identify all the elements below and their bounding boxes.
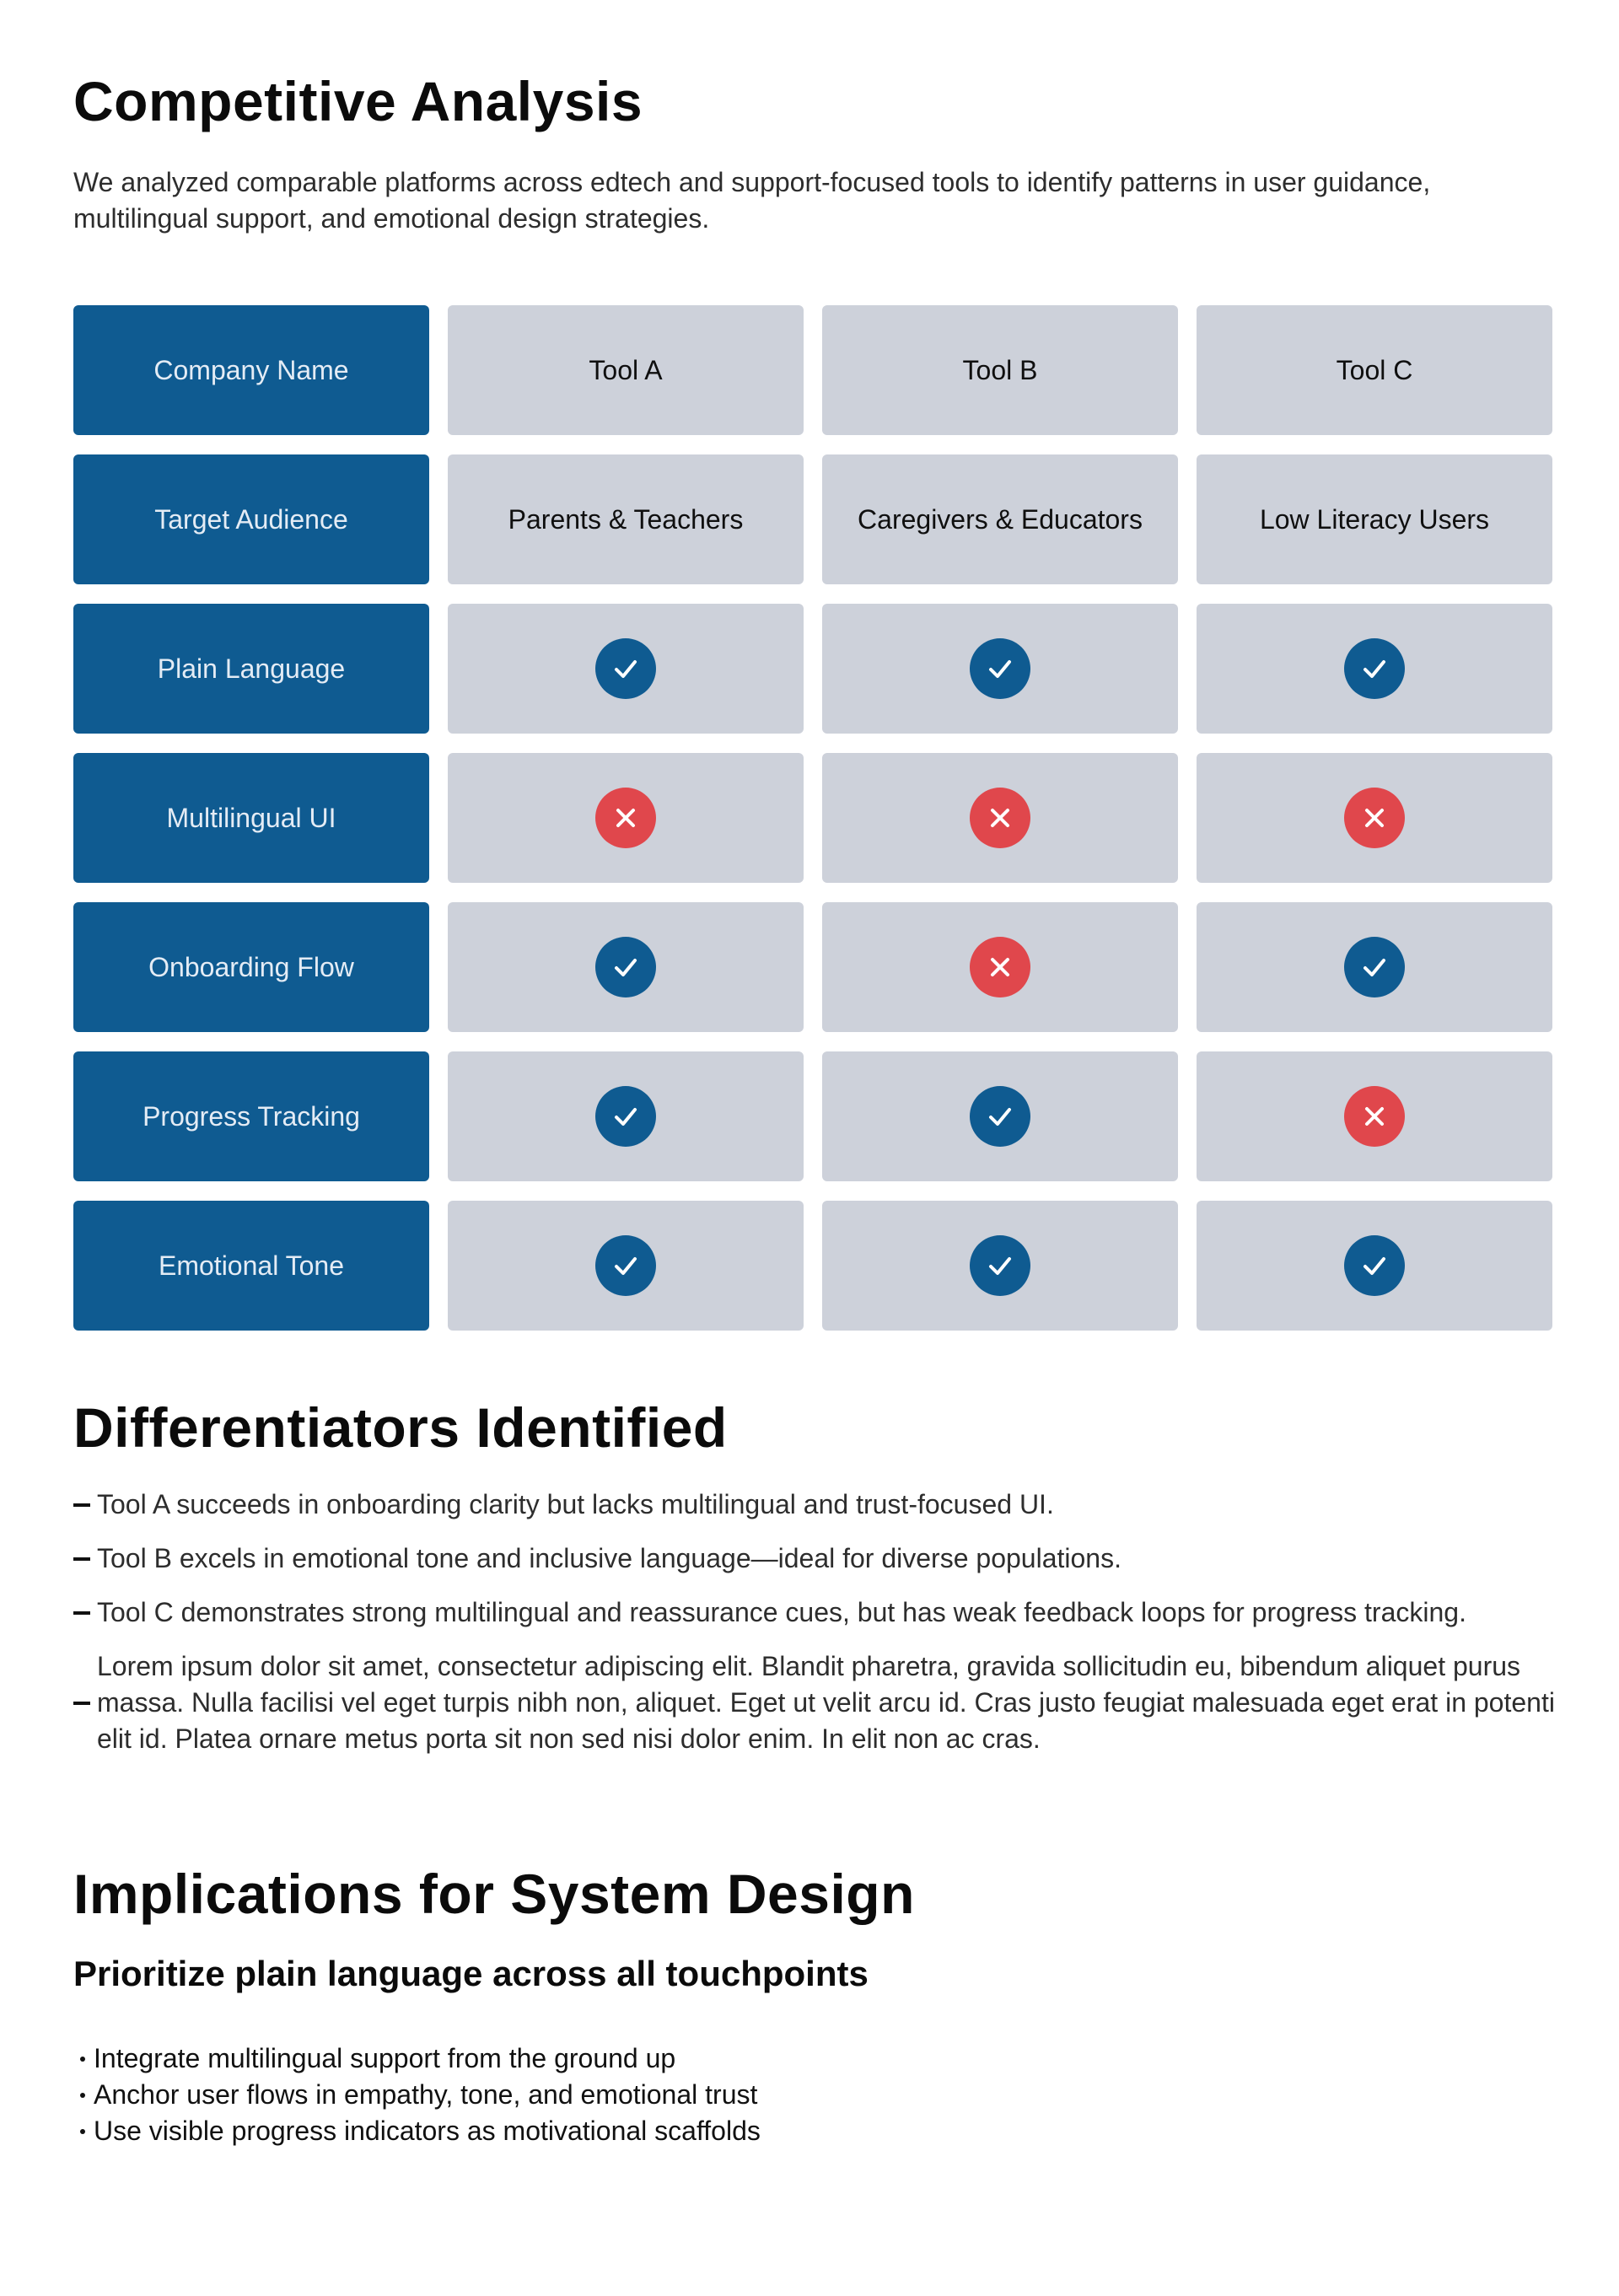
list-item: [73, 1487, 1557, 1523]
table-cell-status: [822, 753, 1178, 883]
row-label: Onboarding Flow: [73, 902, 429, 1032]
list-item-text: Tool B excels in emotional tone and inclusive language—ideal for diverse populations.: [97, 1543, 1121, 1573]
table-cell-status: [448, 902, 804, 1032]
list-item: [73, 2077, 761, 2113]
check-icon: [970, 638, 1030, 699]
check-icon: [1344, 1235, 1405, 1296]
implications-list: [73, 2041, 761, 2149]
cross-icon: [970, 937, 1030, 997]
table-cell-status: [448, 1051, 804, 1181]
check-icon: [970, 1235, 1030, 1296]
row-label: Emotional Tone: [73, 1201, 429, 1331]
table-cell: Caregivers & Educators: [822, 454, 1178, 584]
row-label: Plain Language: [73, 604, 429, 734]
table-cell: Low Literacy Users: [1197, 454, 1552, 584]
table-cell: Tool C: [1197, 305, 1552, 435]
list-item-text: Tool C demonstrates strong multilingual and reassurance cues, but has weak feedback loops for progress tracking.: [97, 1597, 1466, 1627]
table-cell-status: [1197, 902, 1552, 1032]
cross-icon: [970, 788, 1030, 848]
dash-icon: [73, 1503, 90, 1507]
check-icon: [1344, 937, 1405, 997]
list-item: [73, 1648, 1557, 1757]
table-cell-status: [448, 753, 804, 883]
table-cell-status: [448, 1201, 804, 1331]
bullet-icon: [80, 2093, 85, 2098]
row-label: Multilingual UI: [73, 753, 429, 883]
check-icon: [970, 1086, 1030, 1147]
comparison-table: [73, 305, 1552, 1331]
list-item: [73, 2113, 761, 2149]
row-label: Progress Tracking: [73, 1051, 429, 1181]
table-cell-status: [822, 1201, 1178, 1331]
table-cell: Parents & Teachers: [448, 454, 804, 584]
table-cell-status: [822, 604, 1178, 734]
table-cell-status: [822, 1051, 1178, 1181]
check-icon: [595, 1235, 656, 1296]
dash-icon: [73, 1611, 90, 1615]
section-subtitle: Prioritize plain language across all touchpoints: [73, 1954, 869, 1993]
table-cell-status: [1197, 1201, 1552, 1331]
check-icon: [595, 638, 656, 699]
dash-icon: [73, 1702, 90, 1705]
list-item: [73, 1541, 1557, 1577]
check-icon: [1344, 638, 1405, 699]
row-label: Target Audience: [73, 454, 429, 584]
bullet-icon: [80, 2129, 85, 2134]
list-item-text: Integrate multilingual support from the ground up: [94, 2043, 676, 2073]
intro-paragraph: We analyzed comparable platforms across edtech and support-focused tools to identify patterns in user guidance, multilingual support, and emotional design strategies.: [73, 167, 1431, 234]
list-item-text: Lorem ipsum dolor sit amet, consectetur adipiscing elit. Blandit pharetra, gravida sollicitudin eu, bibendum aliquet purus massa. Nulla facilisi vel eget turpis nibh non, aliquet. Eget ut velit arcu id. Cras justo feugiat malesuada eget erat in potenti elit id. Platea ornare metus porta sit non sed nisi dolor enim. In elit non ac cras.: [97, 1651, 1555, 1754]
list-item: [73, 2041, 761, 2077]
differentiators-list: [73, 1487, 1557, 1775]
cross-icon: [595, 788, 656, 848]
table-cell-status: [1197, 604, 1552, 734]
cross-icon: [1344, 788, 1405, 848]
list-item: [73, 1594, 1557, 1631]
list-item-text: Tool A succeeds in onboarding clarity but lacks multilingual and trust-focused UI.: [97, 1489, 1054, 1519]
section-title-competitive-analysis: Competitive Analysis: [73, 70, 643, 132]
cross-icon: [1344, 1086, 1405, 1147]
check-icon: [595, 1086, 656, 1147]
list-item-text: Anchor user flows in empathy, tone, and emotional trust: [94, 2079, 758, 2110]
table-cell: Tool B: [822, 305, 1178, 435]
check-icon: [595, 937, 656, 997]
section-title-differentiators: Differentiators Identified: [73, 1396, 728, 1459]
dash-icon: [73, 1557, 90, 1561]
table-cell: Tool A: [448, 305, 804, 435]
table-cell-status: [1197, 753, 1552, 883]
table-cell-status: [1197, 1051, 1552, 1181]
list-item-text: Use visible progress indicators as motivational scaffolds: [94, 2116, 761, 2146]
bullet-icon: [80, 2057, 85, 2062]
table-cell-status: [448, 604, 804, 734]
row-label: Company Name: [73, 305, 429, 435]
table-cell-status: [822, 902, 1178, 1032]
section-title-implications: Implications for System Design: [73, 1863, 915, 1925]
